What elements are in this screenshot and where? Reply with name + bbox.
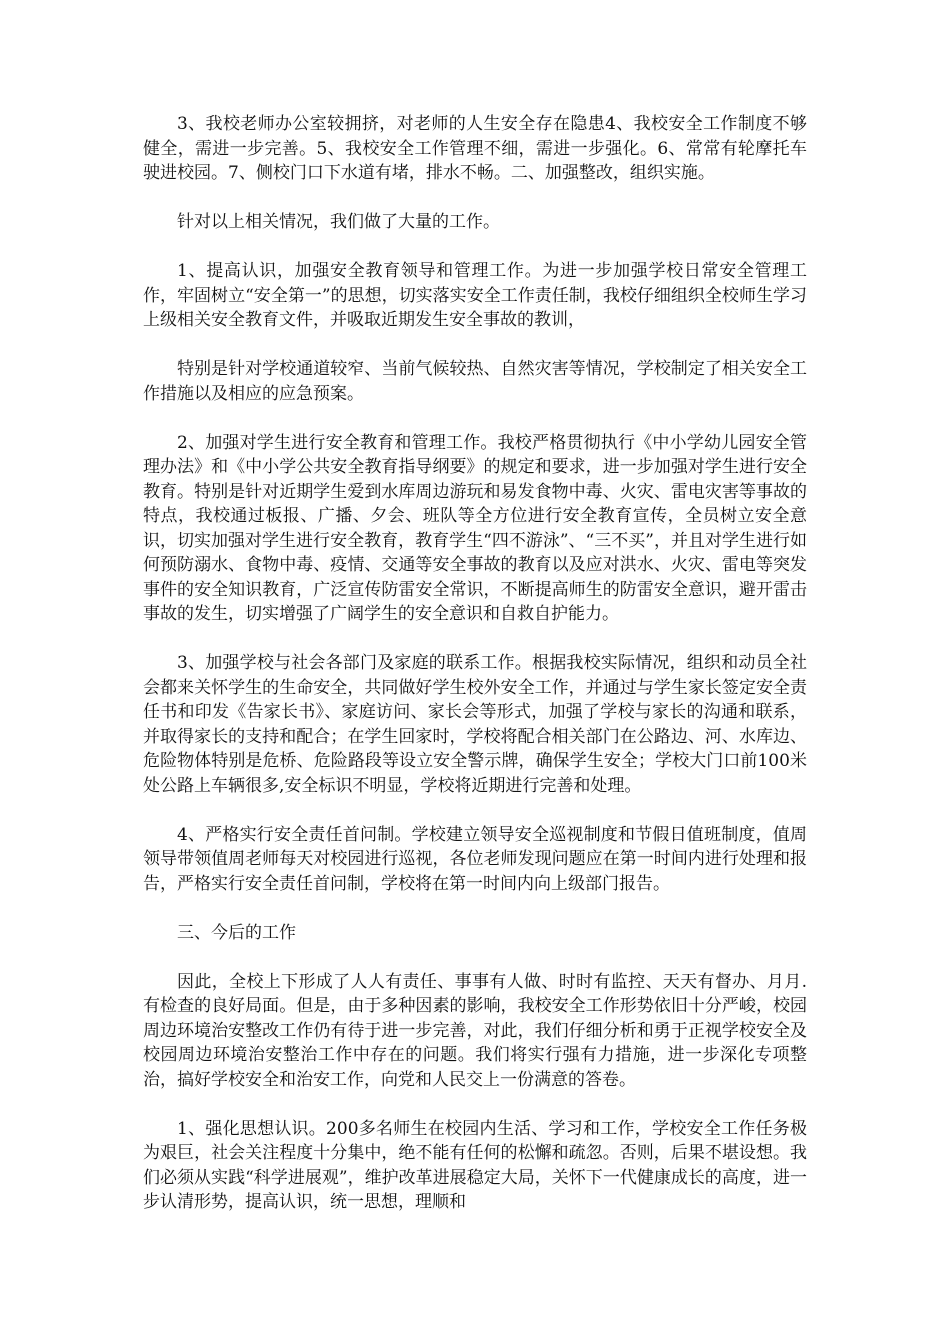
document-body: [143, 112, 807, 1239]
paragraph-3: 1、提高认识，加强安全教育领导和管理工作。为进一步加强学校日常安全管理工作，牢固树立“安全第一”的思想，切实落实安全工作责任制，我校仔细组织全校师生学习上级相关安全教育文件，并吸取近期发生安全事故的教训，: [143, 261, 807, 330]
paragraph-2: 针对以上相关情况，我们做了大量的工作。: [177, 212, 500, 232]
paragraph-1: 3、我校老师办公室较拥挤，对老师的人生安全存在隐患4、我校安全工作制度不够健全，需进一步完善。5、我校安全工作管理不细，需进一步强化。6、常常有轮摩托车驶进校园。7、侧校门口下水道有堵，排水不畅。二、加强整改，组织实施。: [143, 114, 807, 183]
paragraph-5: 2、加强对学生进行安全教育和管理工作。我校严格贯彻执行《中小学幼儿园安全管理办法》和《中小学公共安全教育指导纲要》的规定和要求，进一步加强对学生进行安全教育。特别是针对近期学生爱到水库周边游玩和易发食物中毒、火灾、雷电灾害等事故的特点，我校通过板报、广播、夕会、班队等全方位进行安全教育宣传，全员树立安全意识，切实加强对学生进行安全教育，教育学生“四不游泳”、“三不买”，并且对学生进行如何预防溺水、食物中毒、疫情、交通等安全事故的教育以及应对洪水、火灾、雷电等突发事件的安全知识教育，广泛宣传防雷安全常识，不断提高师生的防雷安全意识，避开雷击事故的发生，切实增强了广阔学生的安全意识和自救自护能力。: [143, 432, 807, 624]
paragraph-10: 1、强化思想认识。200多名师生在校园内生活、学习和工作，学校安全工作任务极为艰巨，社会关注程度十分集中，绝不能有任何的松懈和疏忽。否则，后果不堪设想。我们必须从实践“科学进展观”，维护改革进展稳定大局，关怀下一代健康成长的高度，进一步认清形势，提高认识，统一思想，理顺和: [143, 1118, 807, 1212]
section-heading: 三、今后的工作: [177, 922, 296, 943]
paragraph-4: 特别是针对学校通道较窄、当前气候较热、自然灾害等情况，学校制定了相关安全工作措施以及相应的应急预案。: [143, 359, 807, 404]
paragraph-6: 3、加强学校与社会各部门及家庭的联系工作。根据我校实际情况，组织和动员全社会都来关怀学生的生命安全，共同做好学生校外安全工作，并通过与学生家长签定安全责任书和印发《告家长书》、家庭访问、家长会等形式，加强了学校与家长的沟通和联系，并取得家长的支持和配合；在学生回家时，学校将配合相关部门在公路边、河、水库边、危险物体特别是危桥、危险路段等设立安全警示牌，确保学生安全；学校大门口前100米处公路上车辆很多,安全标识不明显，学校将近期进行完善和处理。: [143, 653, 807, 796]
paragraph-7: 4、严格实行安全责任首问制。学校建立领导安全巡视制度和节假日值班制度，值周领导带领值周老师每天对校园进行巡视，各位老师发现问题应在第一时间内进行处理和报告，严格实行安全责任首问制，学校将在第一时间内向上级部门报告。: [143, 824, 807, 894]
paragraph-9: 因此，全校上下形成了人人有责任、事事有人做、时时有监控、天天有督办、月月.有检查的良好局面。但是，由于多种因素的影响，我校安全工作形势依旧十分严峻，校园周边环境治安整改工作仍有待于进一步完善，对此，我们仔细分析和勇于正视学校安全及校园周边环境治安整治工作中存在的问题。我们将实行强有力措施，进一步深化专项整治，搞好学校安全和治安工作，向党和人民交上一份满意的答卷。: [143, 971, 807, 1090]
